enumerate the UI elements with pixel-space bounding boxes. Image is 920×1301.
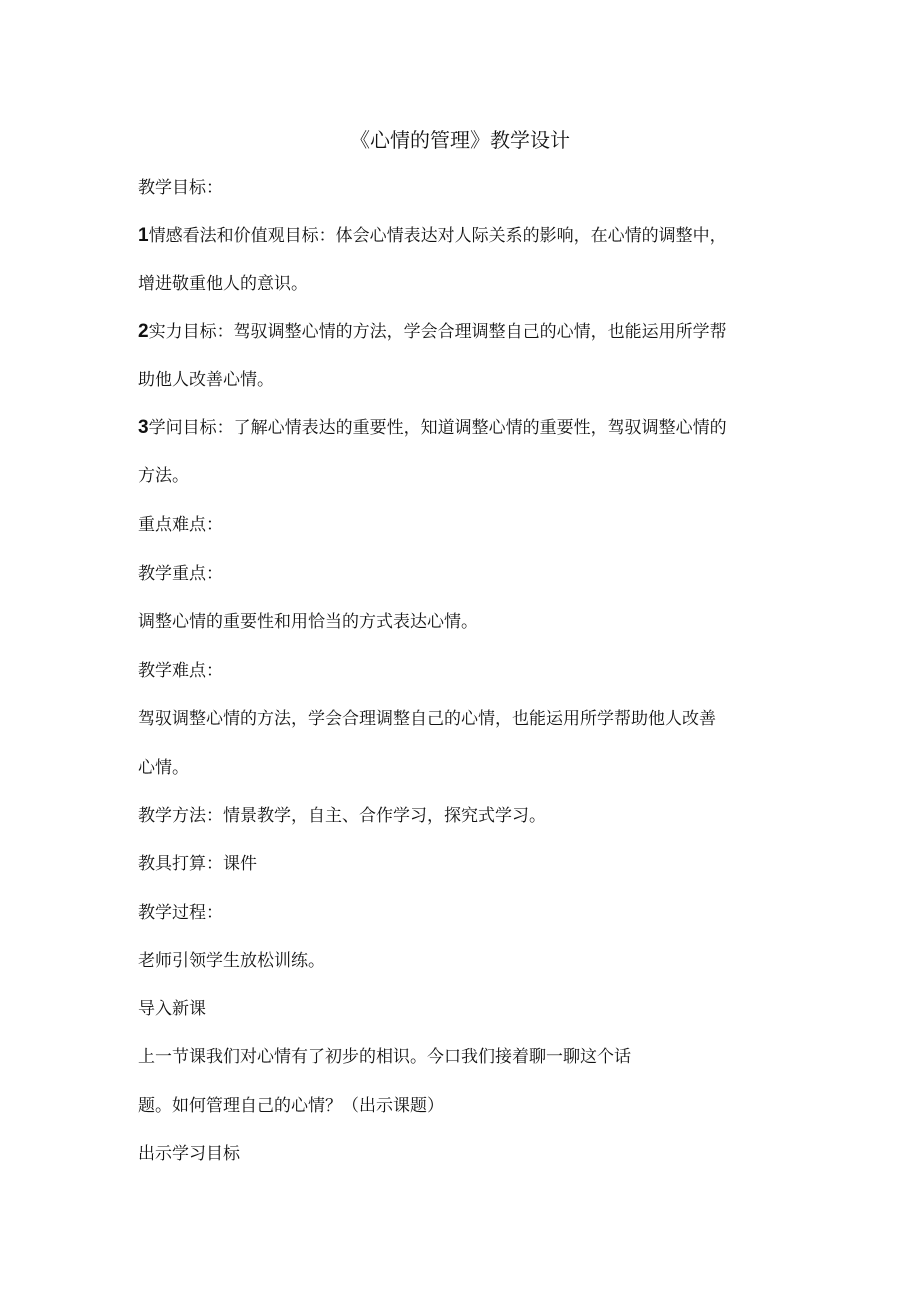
- goal-1-text: 情感看法和价值观目标：体会心情表达对人际关系的影响，在心情的调整中，: [148, 226, 727, 246]
- goal-3-text: 学问目标：了解心情表达的重要性，知道调整心情的重要性，驾驭调整心情的: [148, 418, 727, 438]
- document-title: 《心情的管理》教学设计: [350, 128, 570, 152]
- process-intro: 老师引领学生放松训练。: [138, 951, 325, 971]
- goal-2-number: 2: [138, 321, 149, 342]
- goal-1-line-2: 增进敬重他人的意识。: [138, 274, 308, 294]
- difficult-line-1: 驾驭调整心情的方法，学会合理调整自己的心情，也能运用所学帮助他人改善: [138, 709, 716, 729]
- process-heading: 教学过程：: [138, 903, 223, 923]
- difficult-line-2: 心情。: [138, 758, 189, 778]
- new-lesson-heading: 导入新课: [138, 999, 206, 1019]
- goal-3-line-2: 方法。: [138, 466, 189, 486]
- key-heading: 教学重点：: [138, 564, 223, 584]
- goal-1-line-1: [138, 224, 788, 248]
- new-lesson-line-2: 题。如何管理自己的心情？（出示课题）: [138, 1096, 444, 1116]
- goal-3-line-1: [138, 416, 788, 440]
- teaching-tools: 教具打算：课件: [138, 854, 257, 874]
- goal-2-text: 实力目标：驾驭调整心情的方法，学会合理调整自己的心情，也能运用所学帮: [148, 322, 727, 342]
- teaching-method: 教学方法：情景教学，自主、合作学习，探究式学习。: [138, 806, 546, 826]
- key-text: 调整心情的重要性和用恰当的方式表达心情。: [138, 612, 478, 632]
- goal-2-line-2: 助他人改善心情。: [138, 370, 274, 390]
- goal-2-line-1: [138, 320, 788, 344]
- difficult-heading: 教学难点：: [138, 661, 223, 681]
- goal-3-number: 3: [138, 417, 149, 438]
- goals-heading: 教学目标：: [138, 178, 223, 198]
- goal-1-number: 1: [138, 225, 149, 246]
- new-lesson-line-1: 上一节课我们对心情有了初步的相识。今口我们接着聊一聊这个话: [138, 1047, 631, 1067]
- key-difficult-heading: 重点难点：: [138, 515, 223, 535]
- show-goals: 出示学习目标: [138, 1144, 240, 1164]
